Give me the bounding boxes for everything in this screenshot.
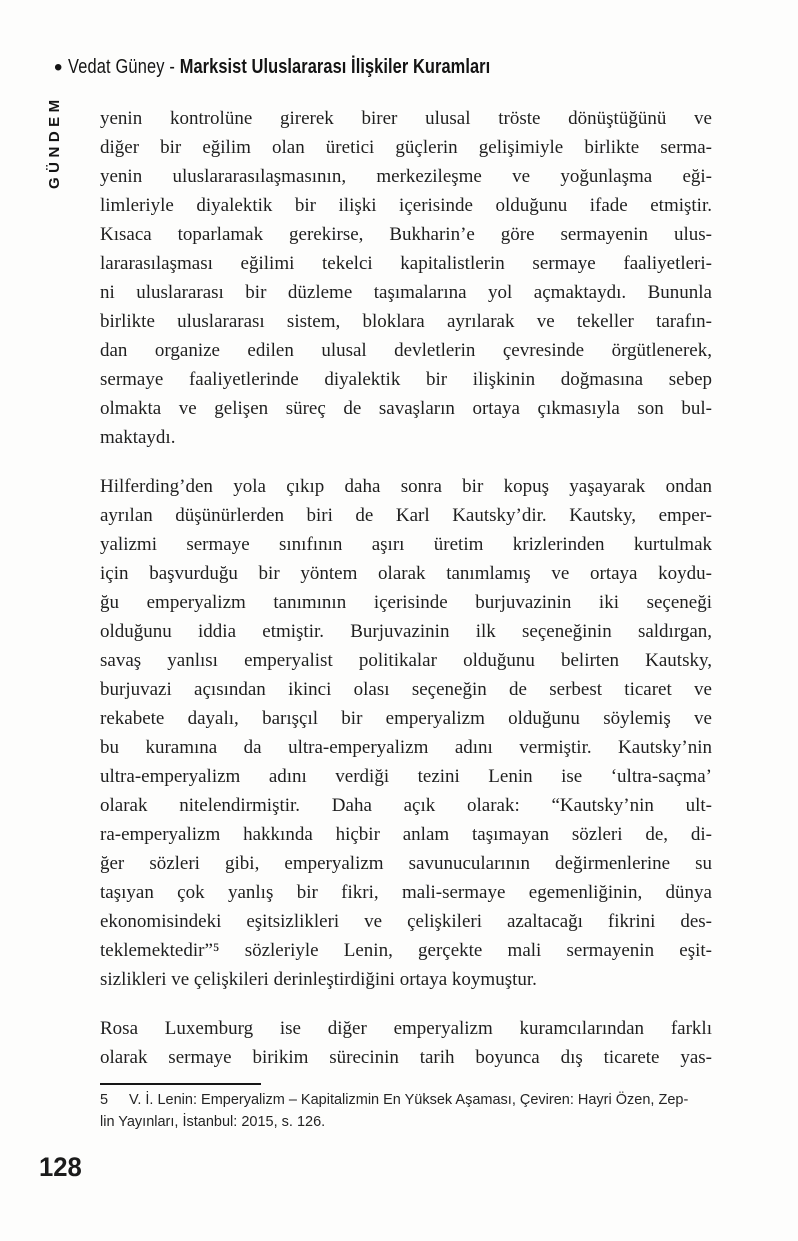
text-line: dan organize edilen ulusal devletlerin çevresinde örgütlenerek, [100, 340, 712, 361]
text-line: yenin uluslararasılaşmasının, merkezileşme ve yoğunlaşma eği- [100, 166, 712, 187]
text-line: ultra-emperyalizm adını verdiği tezini Lenin ise ‘ultra-saçma’ [100, 766, 712, 787]
text-line: maktaydı. [100, 427, 176, 448]
footnote [100, 1090, 716, 1133]
text-line: yalizmi sermaye sınıfının aşırı üretim krizlerinden kurtulmak [100, 534, 712, 555]
text-line: lararasılaşması eğilimi tekelci kapitalistlerin sermaye faaliyetleri- [100, 253, 712, 274]
text-line: savaş yanlısı emperyalist politikalar olduğunu belirten Kautsky, [100, 650, 712, 671]
text-line: Rosa Luxemburg ise diğer emperyalizm kuramcılarından farklı [100, 1018, 712, 1039]
text-line: ekonomisindeki eşitsizlikleri ve çelişkileri azaltacağı fikrini des- [100, 911, 712, 932]
text-line: ğer sözleri gibi, emperyalizm savunucularının değirmenlerine su [100, 853, 712, 874]
page-header [54, 53, 583, 81]
text-line: limleriyle diyalektik bir ilişki içerisinde olduğunu ifade etmiştir. [100, 195, 712, 216]
text-line: olarak sermaye birikim sürecinin tarih boyunca dış ticarete yas- [100, 1047, 712, 1068]
text-line: yenin kontrolüne girerek birer ulusal tröste dönüştüğünü ve [100, 108, 712, 129]
text-line: teklemektedir”⁵ sözleriyle Lenin, gerçekte mali sermayenin eşit- [100, 940, 712, 961]
paragraph-1 [100, 104, 712, 452]
text-line: olarak nitelendirmiştir. Daha açık olarak: “Kautsky’nin ult- [100, 795, 712, 816]
footnote-number: 5 [100, 1092, 109, 1108]
text-line: burjuvazi açısından ikinci olası seçeneğin de serbest ticaret ve [100, 679, 712, 700]
text-line: sermaye faaliyetlerinde diyalektik bir ilişkinin doğmasına sebep [100, 369, 712, 390]
text-line: Kısaca toparlamak gerekirse, Bukharin’e göre sermayenin ulus- [100, 224, 712, 245]
text-line: taşıyan çok yanlış bir fikri, mali-sermaye egemenliğinin, dünya [100, 882, 712, 903]
text-line: ni uluslararası bir düzleme taşımalarına yol açmaktaydı. Bununla [100, 282, 712, 303]
footnote-divider [100, 1083, 261, 1085]
text-line: sizlikleri ve çelişkileri derinleştirdiğini ortaya koymuştur. [100, 969, 537, 990]
bullet-icon: • [54, 53, 63, 81]
text-line: için başvurduğu bir yöntem olarak tanımlamış ve ortaya koydu- [100, 563, 712, 584]
paragraph-2 [100, 472, 712, 994]
text-line: olmakta ve gelişen süreç de savaşların ortaya çıkmasıyla son bul- [100, 398, 712, 419]
text-line: ra-emperyalizm hakkında hiçbir anlam taşımayan sözleri de, di- [100, 824, 712, 845]
text-line: rekabete dayalı, barışçıl bir emperyalizm olduğunu söylemiş ve [100, 708, 712, 729]
text-line: bu kuramına da ultra-emperyalizm adını vermiştir. Kautsky’nin [100, 737, 712, 758]
footnote-line-1 [100, 1090, 716, 1112]
header-text [68, 56, 490, 79]
text-line: olduğunu iddia etmiştir. Burjuvazinin ilk seçeneğinin saldırgan, [100, 621, 712, 642]
text-line: birlikte uluslararası sistem, bloklara ayrılarak ve tekeller tarafın- [100, 311, 712, 332]
paragraph-3 [100, 1014, 712, 1072]
footnote-line-2: lin Yayınları, İstanbul: 2015, s. 126. [100, 1113, 326, 1130]
body-text [100, 104, 712, 1072]
author-name: Vedat Güney - [68, 56, 181, 78]
text-line: ayrılan düşünürlerden biri de Karl Kautsky’dir. Kautsky, emper- [100, 505, 712, 526]
text-line: diğer bir eğilim olan üretici güçlerin gelişimiyle birlikte serma- [100, 137, 712, 158]
text-line: ğu emperyalizm tanımının içerisinde burjuvazinin iki seçeneği [100, 592, 712, 613]
page-number: 128 [39, 1152, 82, 1182]
footnote-text: V. İ. Lenin: Emperyalizm – Kapitalizmin En Yüksek Aşaması, Çeviren: Hayri Özen, Zep- [129, 1092, 689, 1108]
book-title: Marksist Uluslararası İlişkiler Kuramları [180, 56, 491, 78]
text-line: Hilferding’den yola çıkıp daha sonra bir kopuş yaşayarak ondan [100, 476, 712, 497]
series-label-vertical: GÜNDEM [46, 95, 63, 189]
